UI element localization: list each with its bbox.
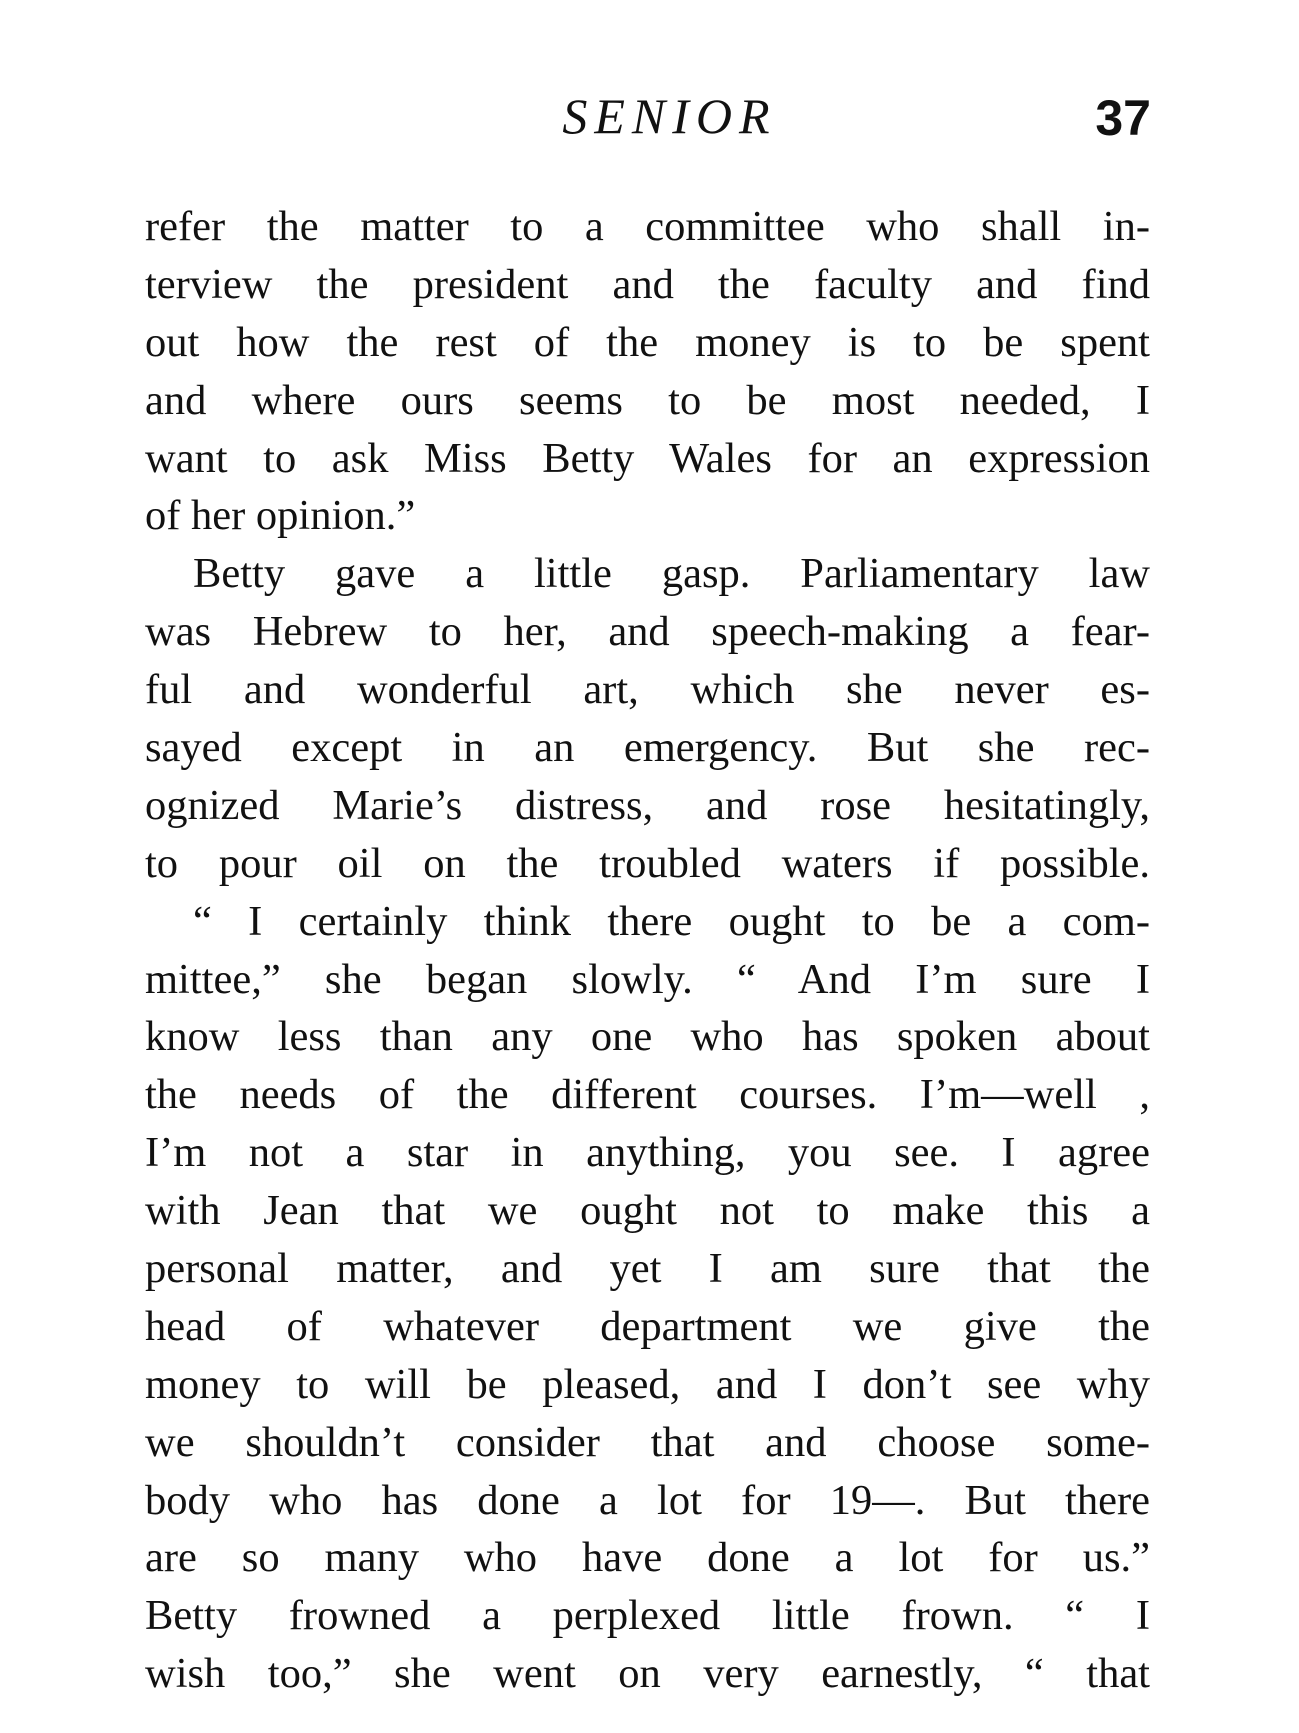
page-number: 37 xyxy=(1095,90,1151,146)
text-line: was Hebrew to her, and speech-making a fear- xyxy=(145,608,1150,656)
text-line: head of whatever department we give the xyxy=(145,1302,1150,1350)
text-line: we shouldn’t consider that and choose some- xyxy=(145,1418,1150,1466)
text-line: know less than any one who has spoken about xyxy=(145,1013,1150,1061)
text-line: and where ours seems to be most needed, I xyxy=(145,376,1150,424)
text-line: money to will be pleased, and I don’t see why xyxy=(145,1360,1150,1408)
text-line: ognized Marie’s distress, and rose hesitatingly, xyxy=(145,781,1150,829)
text-line: wish too,” she went on very earnestly, “ that xyxy=(145,1650,1150,1698)
text-line: of her opinion.” xyxy=(145,492,416,540)
text-line: ful and wonderful art, which she never es- xyxy=(145,666,1150,714)
text-line: the needs of the different courses. I’m—well , xyxy=(145,1071,1150,1119)
text-line: Betty gave a little gasp. Parliamentary law xyxy=(193,550,1150,598)
text-line: want to ask Miss Betty Wales for an expression xyxy=(145,434,1150,482)
text-line: I’m not a star in anything, you see. I agree xyxy=(145,1129,1150,1177)
text-line: “ I certainly think there ought to be a com- xyxy=(193,897,1150,945)
running-head xyxy=(0,86,1299,156)
text-line: Betty frowned a perplexed little frown. “ I xyxy=(145,1592,1150,1640)
text-line: body who has done a lot for 19—. But there xyxy=(145,1476,1150,1524)
text-line: to pour oil on the troubled waters if possible. xyxy=(145,839,1150,887)
text-line: personal matter, and yet I am sure that the xyxy=(145,1245,1150,1293)
text-line: sayed except in an emergency. But she rec- xyxy=(145,724,1150,772)
text-line: terview the president and the faculty and find xyxy=(145,260,1150,308)
text-line: mittee,” she began slowly. “ And I’m sure I xyxy=(145,955,1150,1003)
text-line: are so many who have done a lot for us.” xyxy=(145,1534,1150,1582)
text-line: out how the rest of the money is to be spent xyxy=(145,318,1150,366)
body-text xyxy=(145,198,1150,1703)
text-line: with Jean that we ought not to make this a xyxy=(145,1187,1150,1235)
running-title: SENIOR xyxy=(562,88,777,144)
text-line: refer the matter to a committee who shall in- xyxy=(145,203,1150,250)
